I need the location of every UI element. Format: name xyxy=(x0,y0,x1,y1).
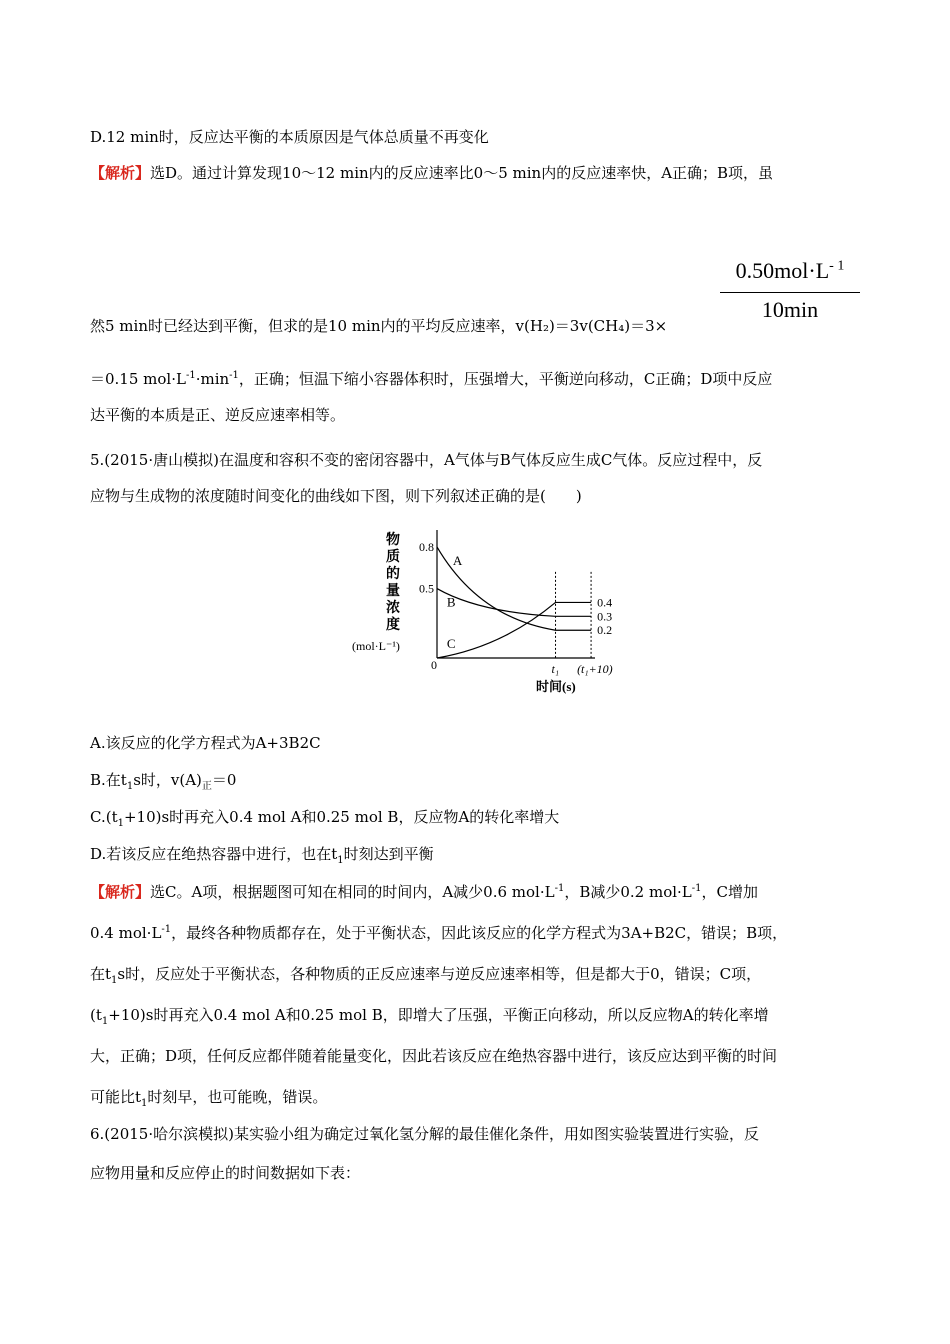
y-label-char: 物 xyxy=(386,533,400,548)
y-tick-label: 0.5 xyxy=(419,581,434,596)
question-5-line-1: 5.(2015·唐山模拟)在温度和容积不变的密闭容器中，A气体与B气体反应生成C气体。反应过程中，反 xyxy=(90,451,763,469)
rate-fraction: $0.50mol\cdot L^{- 1}$ 10min xyxy=(720,258,860,323)
question-5-line-2: 应物与生成物的浓度随时间变化的曲线如下图，则下列叙述正确的是( ) xyxy=(90,487,582,505)
y-label-char: 质 xyxy=(386,550,400,565)
question-6-line-1: 6.(2015·哈尔滨模拟)某实验小组为确定过氧化氢分解的最佳催化条件，用如图实验装置进行实验，反 xyxy=(90,1125,759,1143)
y-right-tick-label: 0.3 xyxy=(597,609,613,624)
y-tick-label: 0.8 xyxy=(419,539,434,554)
series-label-B: B xyxy=(446,594,456,610)
jiexi-5-line-1: 【解析】选C。A项，根据题图可知在相同的时间内，A减少0.6 $mol\cdot L^{-1}$，B减少0.2 $mol\cdot L^{-1}$，C增加 xyxy=(90,883,758,901)
jiexi-5-line-4: $(t_1+10)s$时再充入0.4 mol A和0.25 mol B，即增大了压强，平衡正向移动，所以反应物A的转化率增 xyxy=(90,1006,769,1027)
y-label-char: 浓 xyxy=(386,601,400,616)
y-right-tick-label: 0.4 xyxy=(597,595,613,610)
x-axis-label: 时间(s) xyxy=(536,679,576,694)
x-tick-label: (t₁+10) xyxy=(577,662,613,676)
jiexi-line-4: 达平衡的本质是正、逆反应速率相等。 xyxy=(90,406,346,424)
jiexi-5-line-3: 在$t_1s$时，反应处于平衡状态，各种物质的正反应速率与逆反应速率相等，但是都大于0，错误；C项， xyxy=(90,965,762,986)
question-6-line-2: 应物用量和反应停止的时间数据如下表： xyxy=(90,1164,361,1182)
x-tick-label: t₁ xyxy=(551,662,560,676)
concentration-chart xyxy=(350,528,613,698)
jiexi-line-2: 然5 min时已经达到平衡，但求的是10 min内的平均反应速率，v(H₂)＝3v(CH₄)＝3× xyxy=(90,317,668,335)
jiexi-5-line-6: 可能比$t_1$时刻早，也可能晚，错误。 xyxy=(90,1088,328,1109)
y-label-char: 的 xyxy=(386,567,400,582)
y-right-tick-label: 0.2 xyxy=(597,623,613,638)
y-label-char: 量 xyxy=(386,584,400,599)
jiexi-line-1: 【解析】选D。通过计算发现10～12 min内的反应速率比0～5 min内的反应速率快，A正确；B项，虽 xyxy=(90,164,774,182)
jiexi-5-line-5: 大，正确；D项，任何反应都伴随着能量变化，因此若该反应在绝热容器中进行，该反应达到平衡的时间 xyxy=(90,1047,778,1065)
option-d: D.若该反应在绝热容器中进行，也在$t_1$时刻达到平衡 xyxy=(90,845,434,866)
option-b: B.在$t_1s$时，$v(A)_正=0$ xyxy=(90,771,237,792)
option-a: A.该反应的化学方程式为A+3B2C xyxy=(90,734,321,752)
option-c: $C.(t_1+10)s$时再充入0.4 mol A和0.25 mol B，反应物A的转化率增大 xyxy=(90,808,560,829)
y-axis-unit: (mol·L⁻¹) xyxy=(352,639,400,653)
series-label-C: C xyxy=(446,636,456,652)
jiexi-label: 【解析】 xyxy=(90,164,151,182)
jiexi-5-line-2: 0.4 $mol\cdot L^{-1}$，最终各种物质都存在，处于平衡状态，因此该反应的化学方程式为3A+B2C，错误；B项， xyxy=(90,924,788,942)
y-axis-label xyxy=(386,531,400,633)
y-label-char: 度 xyxy=(386,618,400,633)
jiexi-line-3: ＝0.15 $mol\cdot L^{-1}\cdot\min^{-1}$，正确；恒温下缩小容器体积时，压强增大，平衡逆向移动，C正确；D项中反应 xyxy=(90,370,773,388)
series-label-A: A xyxy=(452,552,463,568)
d-option-line: D.12 min时，反应达平衡的本质原因是气体总质量不再变化 xyxy=(90,128,489,146)
origin-label: 0 xyxy=(431,658,437,672)
